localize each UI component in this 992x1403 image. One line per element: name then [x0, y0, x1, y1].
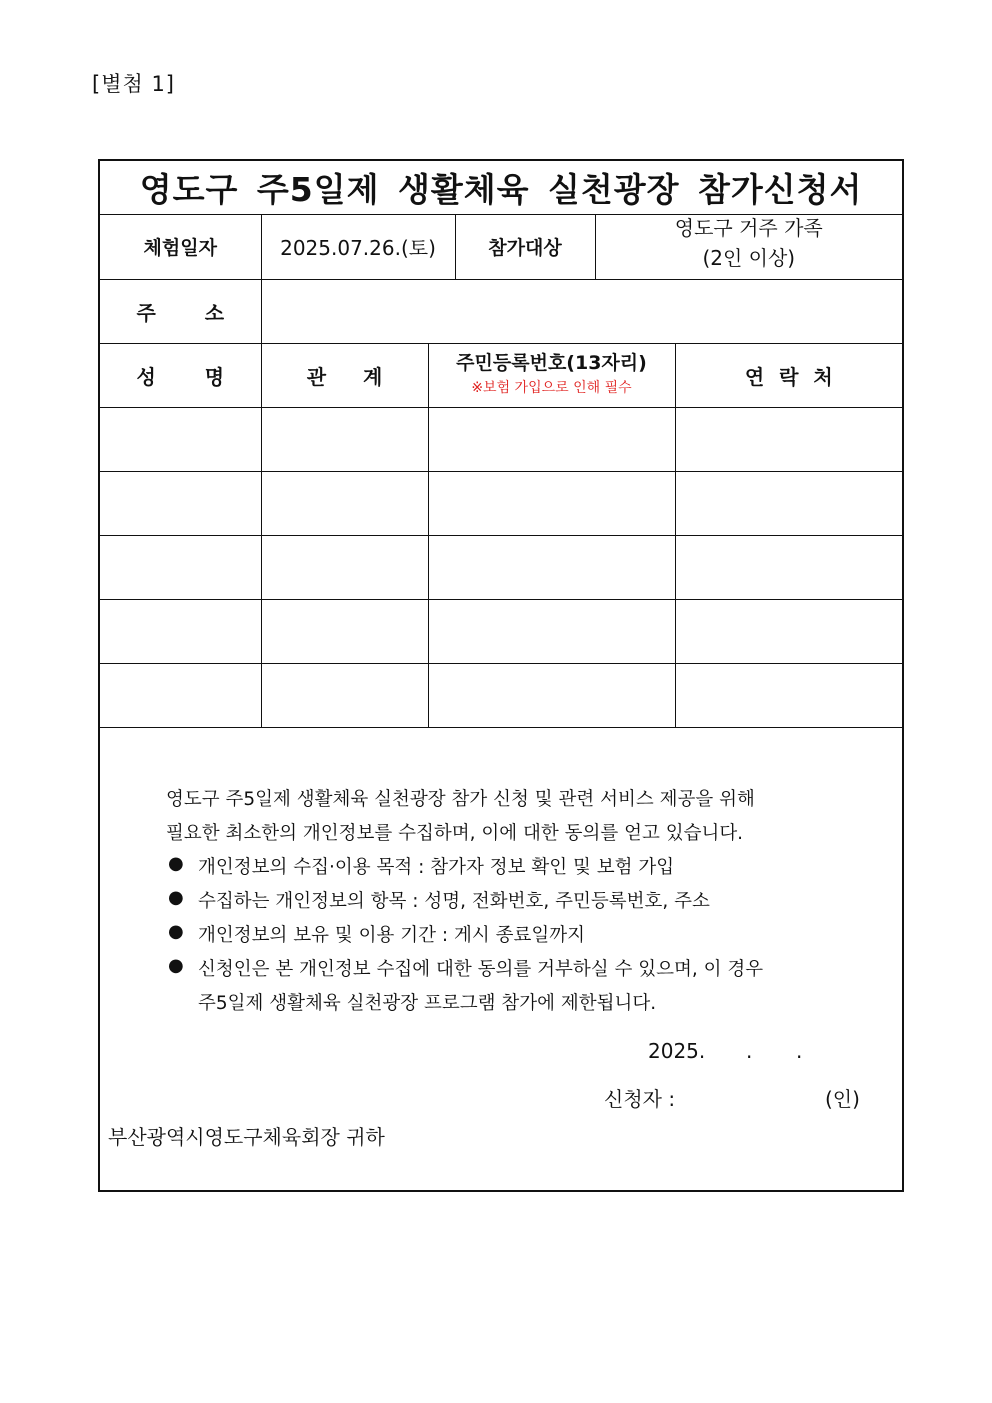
- consent-intro-line1: 영도구 주5일제 생활체육 실천광장 참가 신청 및 관련 서비스 제공을 위해: [166, 789, 755, 810]
- relation-cell[interactable]: [261, 599, 428, 663]
- experience-date-label: 체험일자: [100, 214, 261, 279]
- target-value-line1: 영도구 거주 가족: [674, 215, 823, 240]
- consent-item-3: 개인정보의 보유 및 이용 기간 : 게시 종료일까지: [198, 925, 585, 946]
- address-input-cell[interactable]: [261, 279, 902, 343]
- relation-cell[interactable]: [261, 407, 428, 471]
- target-value: [595, 214, 902, 279]
- table-row: [100, 663, 902, 727]
- attachment-label: [별첨 1]: [92, 72, 175, 96]
- table-row: [100, 535, 902, 599]
- target-value-line2: (2인 이상): [702, 245, 796, 270]
- name-cell[interactable]: [100, 535, 261, 599]
- bullet-icon: ●: [168, 955, 184, 976]
- seal-label: (인): [825, 1087, 860, 1111]
- table-row: [100, 407, 902, 471]
- rrn-cell[interactable]: [428, 407, 675, 471]
- consent-item-4: 신청인은 본 개인정보 수집에 대한 동의를 거부하실 수 있으며, 이 경우: [198, 959, 764, 980]
- contact-cell[interactable]: [675, 407, 902, 471]
- column-contact: 연 락 처: [675, 343, 902, 407]
- rrn-cell[interactable]: [428, 535, 675, 599]
- rrn-cell[interactable]: [428, 471, 675, 535]
- table-row: [100, 599, 902, 663]
- contact-cell[interactable]: [675, 663, 902, 727]
- form-table: [100, 161, 902, 728]
- column-relation: 관 계: [261, 343, 428, 407]
- relation-cell[interactable]: [261, 471, 428, 535]
- name-cell[interactable]: [100, 471, 261, 535]
- consent-item-4-line2: 주5일제 생활체육 실천광장 프로그램 참가에 제한됩니다.: [198, 993, 657, 1014]
- table-row: [100, 471, 902, 535]
- applicant-label: 신청자 :: [604, 1087, 676, 1111]
- address-label: 주 소: [100, 279, 261, 343]
- relation-cell[interactable]: [261, 663, 428, 727]
- date-year: 2025.: [648, 1039, 706, 1063]
- bullet-icon: ●: [168, 887, 184, 908]
- contact-cell[interactable]: [675, 599, 902, 663]
- rrn-cell[interactable]: [428, 599, 675, 663]
- contact-cell[interactable]: [675, 535, 902, 599]
- recipient: 부산광역시영도구체육회장 귀하: [108, 1125, 385, 1149]
- relation-cell[interactable]: [261, 535, 428, 599]
- consent-item-1: 개인정보의 수집·이용 목적 : 참가자 정보 확인 및 보험 가입: [198, 857, 675, 878]
- column-rrn-label: 주민등록번호(13자리): [456, 351, 647, 374]
- consent-intro-line2: 필요한 최소한의 개인정보를 수집하며, 이에 대한 동의를 얻고 있습니다.: [166, 823, 744, 844]
- column-rrn: [428, 343, 675, 407]
- date-month-dot: .: [746, 1039, 753, 1063]
- name-cell[interactable]: [100, 599, 261, 663]
- rrn-cell[interactable]: [428, 663, 675, 727]
- target-label: 참가대상: [455, 214, 595, 279]
- application-form: [98, 159, 904, 1192]
- consent-section: [100, 727, 902, 1192]
- form-title: 영도구 주5일제 생활체육 실천광장 참가신청서: [100, 161, 902, 214]
- name-cell[interactable]: [100, 407, 261, 471]
- contact-cell[interactable]: [675, 471, 902, 535]
- date-day-dot: .: [796, 1039, 803, 1063]
- experience-date-value: 2025.07.26.(토): [261, 214, 455, 279]
- bullet-icon: ●: [168, 853, 184, 874]
- consent-item-2: 수집하는 개인정보의 항목 : 성명, 전화번호, 주민등록번호, 주소: [198, 891, 710, 912]
- bullet-icon: ●: [168, 921, 184, 942]
- name-cell[interactable]: [100, 663, 261, 727]
- column-rrn-note: ※보험 가입으로 인해 필수: [471, 379, 632, 396]
- column-name: 성 명: [100, 343, 261, 407]
